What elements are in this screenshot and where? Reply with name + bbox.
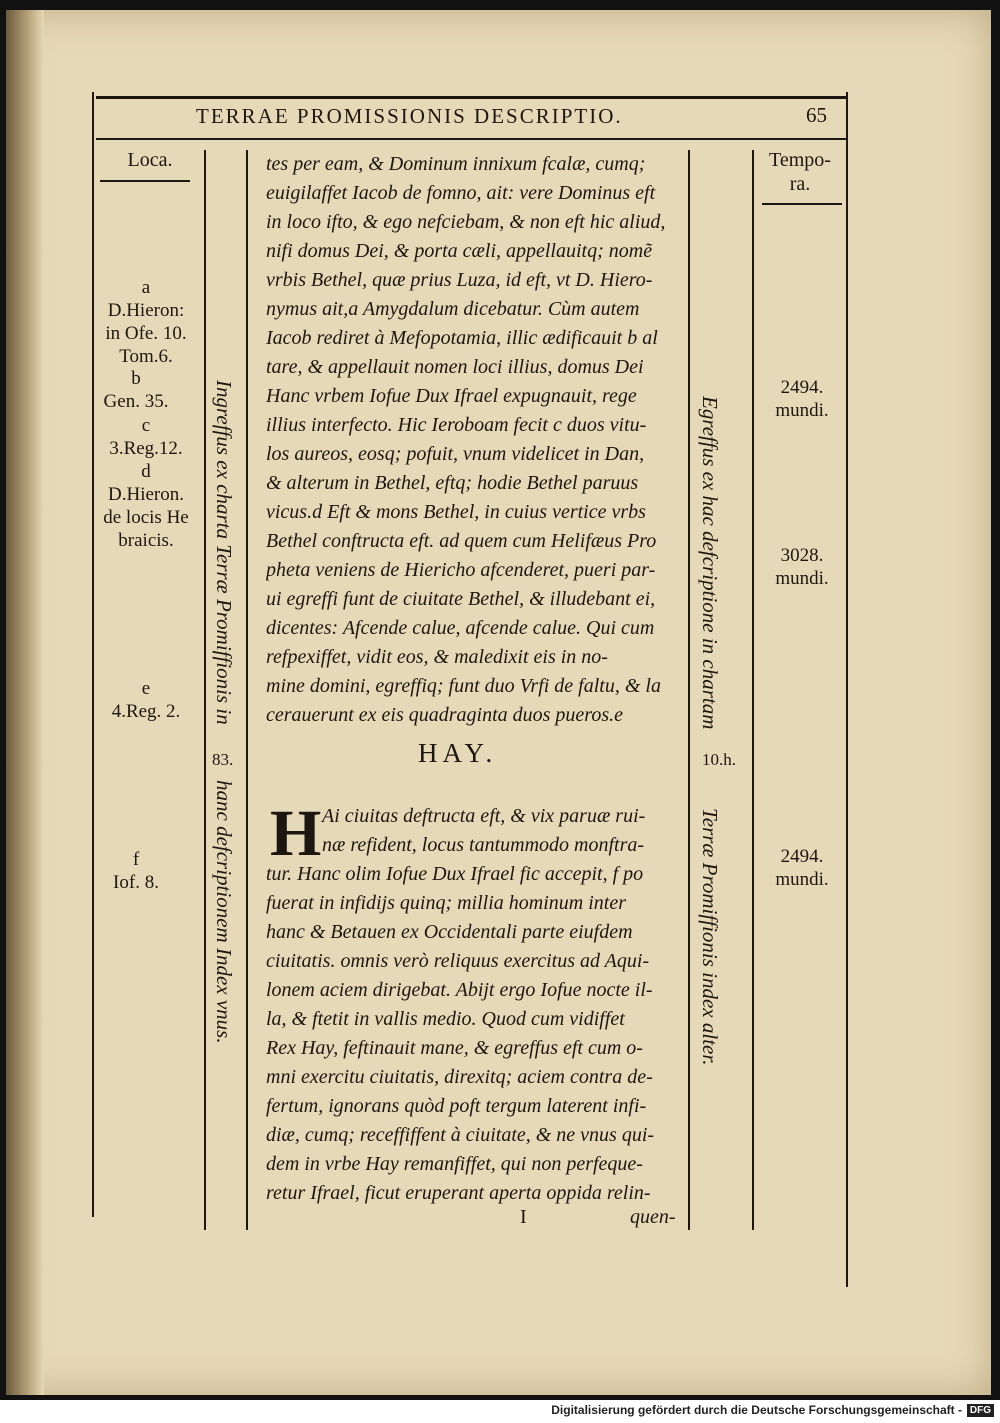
section-heading-hay: HAY. [418,738,498,768]
text-line: retur Ifrael, ficut eruperant aperta oppida relin- [266,1182,651,1204]
text-line: & alterum in Bethel, eftq; hodie Bethel paruus [266,472,639,494]
catchword: quen- [630,1206,676,1228]
note-mark: f [132,849,140,870]
note-text: Iof. 8. [113,872,159,893]
note-mark: e [141,678,151,699]
text-line: Bethel conftructa eft. ad quem cum Helifæus Pro [266,530,657,552]
right-index-rule [688,150,690,1230]
paragraph-bethel [266,150,686,730]
right-index-upper: Egreffus ex hac defcriptione in chartam [698,396,722,730]
left-outer-rule [92,92,94,1217]
text-line: in loco ifto, & ego nefciebam, & non eft hic aliud, [266,211,666,233]
note-text: D.Hieron. de locis He braicis. [103,484,189,551]
margin-note-f [86,848,186,894]
dfg-logo: DFG [967,1404,994,1417]
loca-heading-rule [100,180,190,182]
text-line: los aureos, eosq; pofuit, vnum videlicet in Dan, [266,443,645,465]
text-line: pheta veniens de Hiericho afcenderet, pueri par- [266,559,656,581]
right-outer-rule [846,92,848,1287]
text-line: ciuitatis. omnis verò reliquus exercitus ad Aqui- [266,950,650,972]
left-column-rule [204,150,206,1230]
text-line: cerauerunt ex eis quadraginta duos pueros.e [266,704,623,726]
text-line: mni exercitu ciuitatis, direxitq; aciem contra de- [266,1066,653,1088]
drop-cap: H [270,797,322,870]
note-text: D.Hieron: in Ofe. 10. Tom.6. [105,300,187,367]
left-index-upper: Ingreffus ex charta Terræ Promiffionis in [212,380,236,725]
note-mark: b [131,368,141,389]
text-line: la, & ftetit in vallis medio. Quod cum vidiffet [266,1008,625,1030]
text-line: Ai ciuitas deftructa eft, & vix paruæ rui- [322,805,646,827]
text-line: euigilaffet Iacob de fomno, ait: vere Dominus eft [266,182,656,204]
text-line: Hanc vrbem Iofue Dux Ifrael expugnauit, rege [266,385,637,407]
note-mark: d [141,461,151,482]
header-top-rule [96,96,848,99]
text-line: Rex Hay, feftinauit mane, & egreffus eft cum o- [266,1037,643,1059]
text-line: ui egreffi funt de ciuitate Bethel, & illudebant ei, [266,588,656,610]
right-column-rule [752,150,754,1230]
left-index-rule [246,150,248,1230]
left-index-page-ref: 83. [212,750,234,769]
page-gutter [6,10,44,1395]
note-text: 3.Reg.12. [109,438,183,459]
text-line: nymus ait,a Amygdalum dicebatur. Cùm autem [266,298,640,320]
margin-note-a [96,276,196,368]
text-line: illius interfecto. Hic Ieroboam fecit c duos vitu- [266,414,647,436]
page-number: 65 [806,103,827,127]
left-index-lower: hanc defcriptionem Index vnus. [212,780,236,1044]
tempora-entry-1: 2494. mundi. [775,377,829,421]
text-line: dem in vrbe Hay remanfiffet, qui non perfeque- [266,1153,643,1175]
tempora-entry-2: 3028. mundi. [775,545,829,589]
running-title: TERRAE PROMISSIONIS DESCRIPTIO. [196,104,623,128]
text-line: nifi domus Dei, & porta cæli, appellauitq; nomẽ [266,240,653,262]
margin-note-e [96,677,196,723]
note-mark: a [141,277,151,298]
text-line: tur. Hanc olim Iofue Dux Ifrael fic accepit, f po [266,863,644,885]
text-line: næ refident, locus tantummodo monftra- [322,834,645,856]
paragraph-hay [266,797,686,1208]
margin-note-d [96,460,196,552]
header-bottom-rule [96,138,848,140]
text-line: lonem aciem dirigebat. Abijt ergo Iofue nocte il- [266,979,653,1001]
text-line: mine domini, egreffiq; funt duo Vrfi de faltu, & la [266,675,661,697]
text-line: vicus.d Eft & mons Bethel, in cuius vertice vrbs [266,501,646,523]
text-line: tare, & appellauit nomen loci illius, domus Dei [266,356,644,378]
note-mark: c [141,415,151,436]
text-line: fuerat in infidijs quinq; millia hominum inter [266,892,626,914]
margin-note-c [96,414,196,460]
text-line: vrbis Bethel, quæ prius Luza, id eft, vt D. Hiero- [266,269,653,291]
text-line: refpexiffet, vidit eos, & maledixit eis in no- [266,646,608,668]
text-line: dicentes: Afcende calue, afcende calue. Qui cum [266,617,655,639]
right-index-lower: Terræ Promiffionis index alter. [698,808,722,1066]
text-line: fertum, ignorans quòd poft tergum laterent infi- [266,1095,647,1117]
margin-note-b [86,367,186,413]
text-line: hanc & Betauen ex Occidentali parte eiufdem [266,921,633,943]
text-line: Iacob rediret à Mefopotamia, illic ædificauit b al [266,327,658,349]
tempora-entry-3: 2494. mundi. [775,846,829,890]
signature-mark: I [520,1206,527,1228]
text-line: tes per eam, & Dominum innixum fcalæ, cumq; [266,153,646,175]
footer-credit: Digitalisierung gefördert durch die Deutsche Forschungsgemeinschaft - [551,1403,962,1417]
note-text: Gen. 35. [103,391,169,412]
right-index-page-ref: 10.h. [702,750,736,769]
text-line: diæ, cumq; receffiffent à ciuitate, & ne vnus qui- [266,1124,655,1146]
loca-heading: Loca. [127,149,173,171]
note-text: 4.Reg. 2. [111,701,181,722]
tempora-heading: Tempo- ra. [769,149,831,195]
tempora-heading-rule [762,203,842,205]
